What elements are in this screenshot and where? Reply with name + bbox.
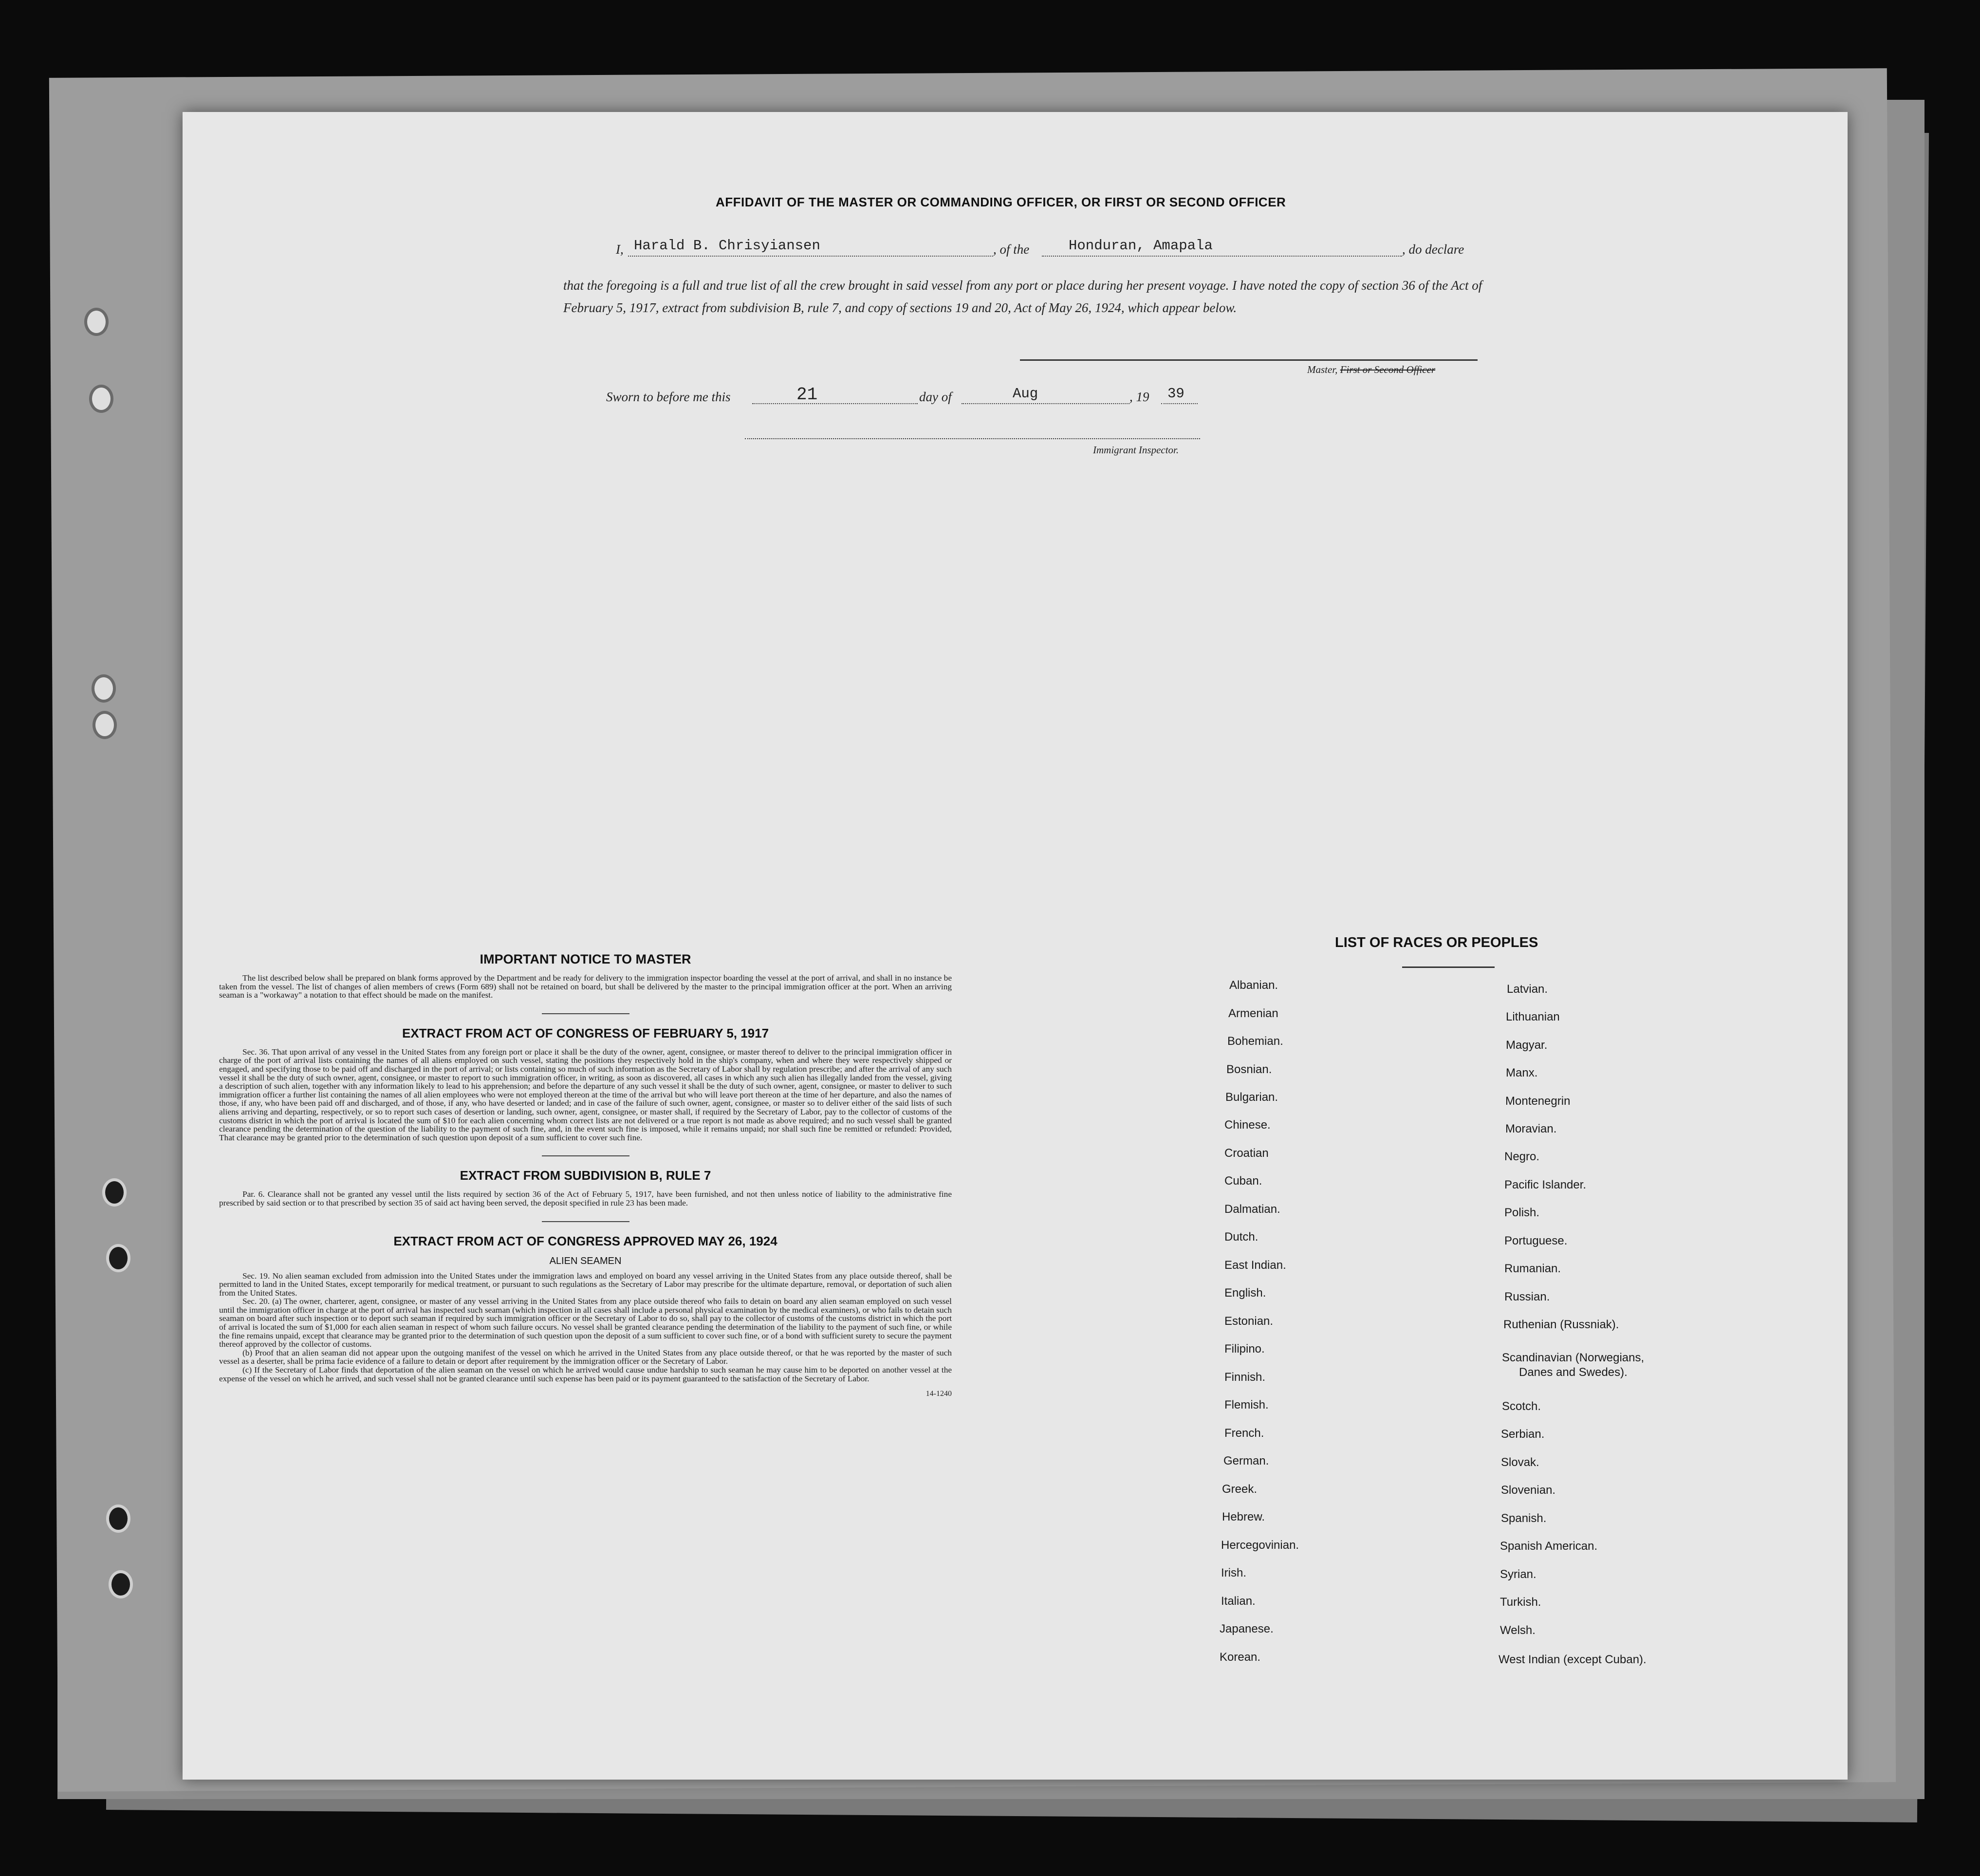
sworn-month: Aug	[1013, 386, 1038, 402]
race-item: English.	[1224, 1286, 1266, 1300]
race-item: Cuban.	[1224, 1174, 1262, 1188]
punch-hole	[102, 1178, 127, 1207]
race-item: Chinese.	[1224, 1118, 1271, 1132]
punch-hole	[106, 1244, 130, 1272]
race-item: Lithuanian	[1506, 1010, 1560, 1023]
i-label: I,	[616, 242, 624, 257]
races-title: LIST OF RACES OR PEOPLES	[1335, 935, 1538, 950]
race-item: Welsh.	[1500, 1624, 1536, 1637]
officer-name: Harald B. Chrisyiansen	[634, 238, 820, 254]
race-item: Dutch.	[1224, 1230, 1258, 1244]
race-item: Albanian.	[1229, 979, 1278, 992]
punch-hole	[106, 1505, 130, 1533]
extract-1924-title: EXTRACT FROM ACT OF CONGRESS APPROVED MAY 26, 1924	[393, 1233, 777, 1248]
affidavit-title: AFFIDAVIT OF THE MASTER OR COMMANDING OFFICER, OR FIRST OR SECOND OFFICER	[716, 195, 1286, 209]
race-item: Latvian.	[1507, 983, 1548, 996]
sec-20c-text: (c) If the Secretary of Labor finds that deportation of the alien seaman on the vessel on which he arrived would cause undue hardship to such seaman he may cause him to be deported on another vessel at the expense of the vessel on which he arrived, and such vessel shall not be granted clearance until such expense has been paid or its payment guaranteed to the satisfaction of the Secretary of Labor.	[219, 1365, 952, 1383]
of-the-label: , of the	[993, 242, 1030, 257]
sworn-day: 21	[796, 385, 818, 405]
extract-rule7-text: Par. 6. Clearance shall not be granted any vessel until the lists required by section 36 of the Act of February 5, 1917, have been furnished, and not then unless notice of liability to the administrative fine prescribed by said section or to that prescribed by section 35 of said act having been served, the deposit specified in rule 23 has been made.	[219, 1189, 952, 1207]
race-item: Manx.	[1506, 1066, 1538, 1079]
punch-hole	[84, 308, 109, 336]
notice-title: IMPORTANT NOTICE TO MASTER	[480, 952, 691, 966]
race-item: Finnish.	[1224, 1371, 1266, 1384]
race-item: Korean.	[1220, 1651, 1261, 1664]
name-fill-line	[628, 256, 993, 257]
extract-rule7-title: EXTRACT FROM SUBDIVISION B, RULE 7	[460, 1168, 711, 1183]
race-item: Negro.	[1504, 1150, 1540, 1163]
vessel-name: Honduran, Amapala	[1069, 238, 1213, 254]
punch-hole	[92, 674, 116, 703]
race-item: Pacific Islander.	[1504, 1178, 1587, 1191]
race-item: Bulgarian.	[1225, 1091, 1278, 1104]
race-item: Turkish.	[1500, 1596, 1541, 1609]
affidavit-statement: that the foregoing is a full and true list of all the crew brought in said vessel from any port or place during her present voyage. I have noted the copy of section 36 of the Act of February 5, 1917, extract from subdivision B, rule 7, and copy of sections 19 and 20, Act of May 26, 1924, which appear below.	[563, 278, 1482, 315]
punch-hole	[93, 711, 117, 739]
race-item: Irish.	[1221, 1566, 1247, 1579]
race-item: Slovenian.	[1501, 1484, 1556, 1497]
extract-1917-title: EXTRACT FROM ACT OF CONGRESS OF FEBRUARY 5, 1917	[402, 1025, 769, 1040]
race-item: Moravian.	[1505, 1122, 1557, 1135]
day-fill-line	[752, 403, 918, 404]
race-item: Armenian	[1228, 1007, 1278, 1020]
race-item: Scotch.	[1502, 1400, 1541, 1413]
race-item: West Indian (except Cuban).	[1499, 1653, 1647, 1666]
master-label: Master, First or Second Officer	[1307, 364, 1436, 375]
race-item: Portuguese.	[1504, 1234, 1568, 1247]
race-item: Bosnian.	[1226, 1063, 1272, 1076]
divider	[542, 1155, 629, 1156]
race-item: Croatian	[1224, 1147, 1269, 1160]
alien-seamen-subtitle: ALIEN SEAMEN	[549, 1255, 622, 1266]
race-item: Danes and Swedes).	[1519, 1366, 1628, 1379]
month-fill-line	[962, 403, 1129, 404]
inspector-label: Immigrant Inspector.	[1093, 444, 1179, 456]
legal-extracts	[219, 952, 952, 1398]
race-item: Greek.	[1222, 1483, 1258, 1496]
race-item: German.	[1223, 1454, 1269, 1467]
race-item: Magyar.	[1506, 1039, 1548, 1052]
race-item: Estonian.	[1224, 1315, 1274, 1328]
race-item: Scandinavian (Norwegians,	[1502, 1351, 1645, 1364]
race-item: Russian.	[1504, 1290, 1550, 1303]
inspector-signature-line	[745, 438, 1200, 439]
race-item: Spanish.	[1501, 1512, 1547, 1525]
race-item: Japanese.	[1220, 1622, 1274, 1635]
race-item: Bohemian.	[1227, 1035, 1283, 1048]
sec-20a-text: Sec. 20. (a) The owner, charterer, agent, consignee, or master of any vessel arriving in the United States from any place outside thereof who fails to detain on board any alien seaman employed on such vessel until the immigration officer in charge at the port of arrival has inspected such seaman (which inspection in all cases shall include a personal physical examination by the medical examiners), or who fails to detain such seaman on board after such inspection or to deport such seaman if required by such immigration officer or the Secretary of Labor to do so, shall pay to the collector of customs of the customs district in which the port of arrival is located the sum of $1,000 for each alien seaman in respect of whom such failure occurs. No vessel shall be granted clearance pending the determination of the liability to the payment of such fine, or while the fine remains unpaid, except that clearance may be granted prior to the determination of such question upon the deposit of a sum sufficient to cover such fine, or of a bond with sufficient surety to secure the payment thereof approved by the collector of customs.	[219, 1297, 952, 1349]
sworn-label: Sworn to before me this	[606, 390, 731, 404]
year-prefix: , 19	[1129, 390, 1149, 404]
race-item: Ruthenian (Russniak).	[1503, 1318, 1619, 1331]
divider	[542, 1221, 629, 1222]
race-item: Dalmatian.	[1224, 1203, 1280, 1216]
races-title-rule	[1402, 966, 1495, 968]
race-item: French.	[1224, 1427, 1264, 1440]
race-item: Italian.	[1221, 1595, 1256, 1608]
race-item: Flemish.	[1224, 1398, 1269, 1412]
sworn-year: 39	[1167, 386, 1184, 402]
race-item: Polish.	[1504, 1206, 1540, 1219]
divider	[542, 1013, 629, 1014]
day-of-label: day of	[919, 390, 952, 404]
race-item: Slovak.	[1501, 1456, 1539, 1469]
form-number: 14-1240	[925, 1390, 952, 1398]
punch-hole	[89, 385, 113, 413]
master-signature-line	[1020, 359, 1478, 361]
race-item: Hercegovinian.	[1221, 1539, 1299, 1552]
form-sheet	[183, 112, 1848, 1780]
sec-20b-text: (b) Proof that an alien seaman did not appear upon the outgoing manifest of the vessel on which he arrived in the United States from any place outside thereof, or that he was reported by the master of such vessel as a deserter, shall be prima facie evidence of a failure to detain or deport after requirement by the immigration officer or the Secretary of Labor.	[219, 1348, 952, 1366]
year-fill-line	[1161, 403, 1198, 404]
race-item: Hebrew.	[1222, 1510, 1265, 1523]
extract-1917-text: Sec. 36. That upon arrival of any vessel in the United States from any foreign port or place it shall be the duty of the owner, agent, consignee, or master thereof to deliver to the principal immigration officer in charge of the port of arrival lists containing the names of all aliens employed on such vessel, stating the positions they respectively hold in the ship's company, when and where they were respectively shipped or engaged, and specifying those to be paid off and discharged in the port of arrival; or lists containing so much of such information as the Secretary of Labor shall by regulation prescribe; and after the arrival of any such vessel it shall be the duty of such owner, agent, consignee, or master to report to such immigration officer, in writing, as soon as discovered, all cases in which any such alien has illegally landed from the vessel, giving a description of such alien, together with any information likely to lead to his apprehension; and before the departure of any such vessel it shall be the duty of such owner, agent, consignee, or master to deliver to such immigration officer a further list containing the names of all alien employees who were not employed thereon at the time of the arrival but who will leave port thereon at the time of her departure, and also the names of those, if any, who have been paid off and discharged, and of those, if any, who have deserted or landed; and in case of the failure of such owner, agent, consignee, or master so to deliver either of the said lists of such aliens arriving and departing, respectively, or so to report such cases of desertion or landing, such owner, agent, consignee, or master shall, if required by the Secretary of Labor, pay to the collector of customs of the customs district in which the port of arrival is located the sum of $10 for each alien concerning whom correct lists are not delivered or a true report is not made as above required; and no such vessel shall be granted clearance pending the determination of the question of the liability to the payment of such fine, and, in the event such fine is imposed, while it remains unpaid; nor shall such fine be remitted or refunded: Provided, That clearance may be granted prior to the determination of such question upon deposit of a sum sufficient to cover such fine.	[219, 1047, 952, 1142]
race-item: Syrian.	[1500, 1568, 1536, 1581]
punch-hole	[109, 1570, 133, 1598]
vessel-fill-line	[1042, 256, 1402, 257]
do-declare-label: , do declare	[1402, 242, 1464, 257]
race-item: Rumanian.	[1504, 1262, 1561, 1275]
race-item: Spanish American.	[1500, 1540, 1598, 1553]
race-item: Filipino.	[1224, 1342, 1265, 1356]
notice-text: The list described below shall be prepared on blank forms approved by the Department and be ready for delivery to the immigration inspector boarding the vessel at the port of arrival, and shall in no instance be taken from the vessel. The list of changes of alien members of crews (Form 689) shall not be retained on board, but shall be delivered by the master to the principal immigration officer at the port. When an arriving seaman is a "workaway" a notation to that effect should be made on the manifest.	[219, 973, 952, 1000]
race-item: Montenegrin	[1505, 1095, 1571, 1108]
race-item: East Indian.	[1224, 1259, 1286, 1272]
sec-19-text: Sec. 19. No alien seaman excluded from admission into the United States under the immigration laws and employed on board any vessel arriving in the United States from any place outside thereof, shall be permitted to land in the United States, except temporarily for medical treatment, or pursuant to such regulations as the Secretary of Labor may prescribe for the ultimate departure, removal, or deportation of such alien from the United States.	[219, 1271, 952, 1298]
race-item: Serbian.	[1501, 1428, 1545, 1441]
